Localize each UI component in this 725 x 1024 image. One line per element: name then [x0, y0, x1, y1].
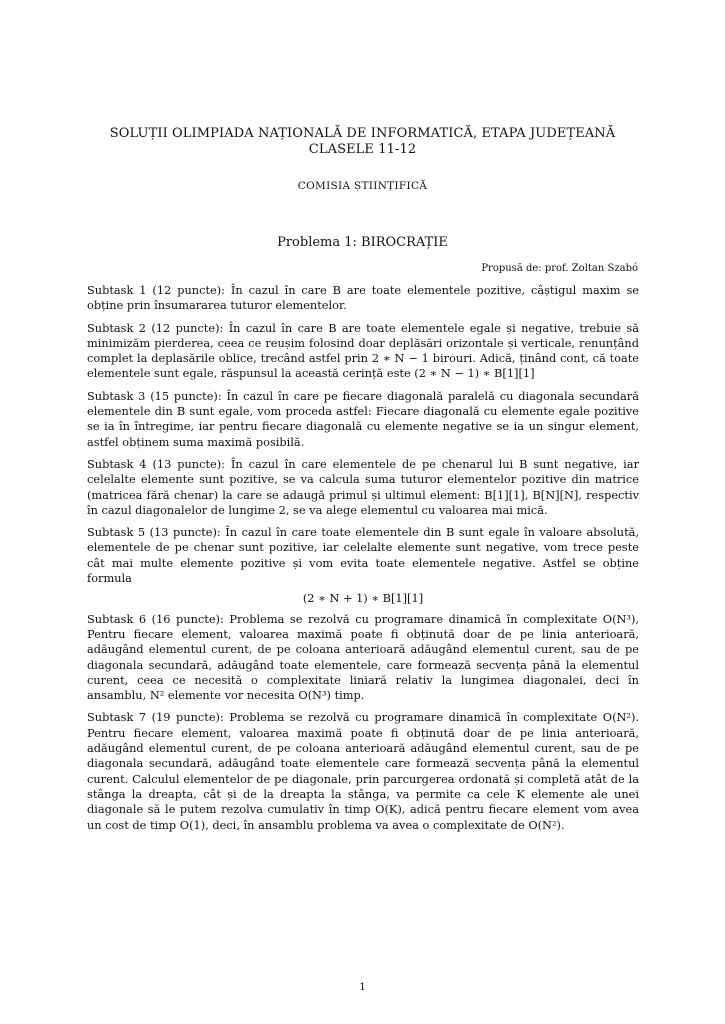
problem-title: Problema 1: BIROCRAȚIE	[277, 235, 448, 250]
subtask-5: Subtask 5 (13 puncte): În cazul în care toate elementele din B sunt egale în valoare absolută, elementele de pe chenar sunt pozitive, iar celelalte elemente sunt negative, vom trece peste cât mai multe elemente pozitive și vom evita toate elementele negative. Astfel se obține formula	[87, 525, 639, 586]
subtask-6: Subtask 6 (16 puncte): Problema se rezolvă cu programare dinamică în complexitate O(N³), Pentru fiecare element, valoarea maximă poate fi obținută doar de pe linia anterioară, adăugând elementul curent, de pe coloana anterioară adăugând elementul curent, sau de pe diagonala secundară, adăugând toate elementele, care formează secvența până la elementul curent, ceea ce necesită o complexitate liniară relativ la lungimea diagonalei, deci în ansamblu, N² elemente vor necesita O(N³) timp.	[87, 611, 639, 703]
document-body	[87, 283, 639, 840]
page-number: 1	[359, 982, 366, 993]
document-title	[60, 126, 665, 158]
subtask-4: Subtask 4 (13 puncte): În cazul în care elementele de pe chenarul lui B sunt negative, iar celelalte elemente sunt pozitive, se va calcula suma tuturor elementelor pozitive din matrice (matricea fără chenar) la care se adaugă primul și ultimul element: B[1][1], B[N][N], respectiv în cazul diagonalelor de lungime 2, se va alege elementul cu valoarea mai mică.	[87, 456, 639, 517]
subtask-3: Subtask 3 (15 puncte): În cazul în care pe fiecare diagonală paralelă cu diagonala secundară elementele din B sunt egale, vom proceda astfel: Fiecare diagonală cu elemente egale pozitive se ia în întregime, iar pentru fiecare diagonală cu elemente negative se ia un singur element, astfel obținem suma maximă posibilă.	[87, 388, 639, 449]
subtask-1: Subtask 1 (12 puncte): În cazul în care B are toate elementele pozitive, câștigul maxim se obține prin însumararea tuturor elementelor.	[87, 283, 639, 313]
title-line-1: SOLUȚII OLIMPIADA NAȚIONALĂ DE INFORMATICĂ, ETAPA JUDEȚEANĂ	[109, 126, 616, 141]
author-line: Propusă de: prof. Zoltan Szabó	[481, 263, 638, 274]
subtask-7: Subtask 7 (19 puncte): Problema se rezolvă cu programare dinamică în complexitate O(N²). Pentru fiecare element, valoarea maximă poate fi obținută doar de pe linia anterioară, adăugând elementul curent, de pe coloana anterioară adăugând elementul curent, sau de pe diagonala secundară, adăugând toate elementele care formează secvența până la elementul curent. Calculul elementelor de pe diagonale, prin parcurgerea ordonată și completă atât de la stânga la dreapta, cât și de la dreapta la stânga, va permite ca cele K elemente ale unei diagonale să le putem rezolva cumulativ în timp O(K), adică pentru fiecare element vom avea un cost de timp O(1), deci, în ansamblu problema va avea o complexitate de O(N²).	[87, 710, 639, 832]
subtask-2: Subtask 2 (12 puncte): În cazul în care B are toate elementele egale și negative, trebuie să minimizăm pierderea, ceea ce reușim folosind doar deplăsări orizontale și verticale, renunțând complet la deplasările oblice, trecând astfel prin 2 ∗ N − 1 birouri. Adică, ținând cont, că toate elementele sunt egale, răspunsul la această cerință este (2 ∗ N − 1) ∗ B[1][1]	[87, 320, 639, 381]
subtask-5-formula: (2 ∗ N + 1) ∗ B[1][1]	[302, 591, 424, 606]
title-line-2: CLASELE 11-12	[308, 142, 417, 157]
committee-label: COMISIA ȘTIINȚIFICĂ	[297, 180, 428, 192]
